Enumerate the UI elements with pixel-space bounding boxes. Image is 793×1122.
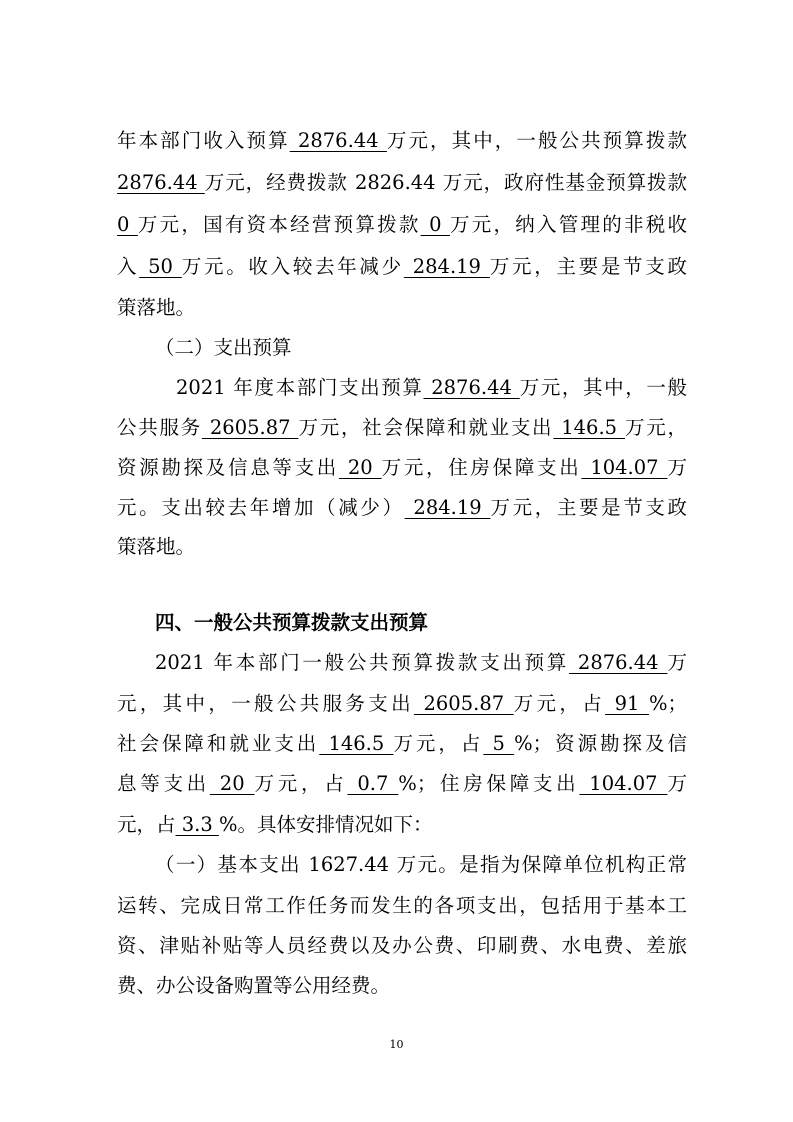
expense-subheading: （二）支出预算 (155, 336, 292, 359)
expense-line-3: 资源勘探及信息等支出 20 万元，住房保障支出 104.07 万 (117, 456, 687, 479)
income-line-4: 入 50 万元。收入较去年减少 284.19 万元，主要是节支政 (117, 255, 687, 278)
appropriation-line-4: 息等支出 20 万元，占 0.7 %；住房保障支出 104.07 万 (117, 772, 687, 795)
expense-line-5: 策落地。 (117, 535, 196, 558)
income-line-2: 2876.44 万元，经费拨款 2826.44 万元，政府性基金预算拨款 (117, 171, 687, 194)
basic-expense-line-2: 运转、完成日常工作任务而发生的各项支出，包括用于基本工 (117, 894, 687, 917)
basic-expense-line-4: 费、办公设备购置等公用经费。 (117, 974, 391, 997)
section-heading: 四、一般公共预算拨款支出预算 (155, 611, 429, 634)
appropriation-line-5: 元，占 3.3 %。具体安排情况如下： (117, 813, 433, 836)
page-number: 10 (389, 1038, 404, 1051)
expense-line-2: 公共服务 2605.87 万元，社会保障和就业支出 146.5 万元， (117, 416, 687, 439)
income-line-1: 年本部门收入预算 2876.44 万元，其中，一般公共预算拨款 (117, 129, 687, 152)
income-line-3: 0 万元，国有资本经营预算拨款 0 万元，纳入管理的非税收 (117, 213, 687, 236)
basic-expense-line-1: （一）基本支出 1627.44 万元。是指为保障单位机构正常 (155, 853, 687, 876)
income-line-5: 策落地。 (117, 296, 196, 319)
expense-line-4: 元。支出较去年增加（减少） 284.19 万元，主要是节支政 (117, 496, 687, 519)
expense-line-1: 2021 年度本部门支出预算 2876.44 万元，其中，一般 (176, 376, 687, 399)
appropriation-line-1: 2021 年本部门一般公共预算拨款支出预算 2876.44 万 (155, 651, 687, 674)
basic-expense-line-3: 资、津贴补贴等人员经费以及办公费、印刷费、水电费、差旅 (117, 934, 687, 957)
appropriation-line-2: 元，其中，一般公共服务支出 2605.87 万元，占 91 %； (117, 692, 687, 715)
appropriation-line-3: 社会保障和就业支出 146.5 万元，占 5 %；资源勘探及信 (117, 732, 687, 755)
